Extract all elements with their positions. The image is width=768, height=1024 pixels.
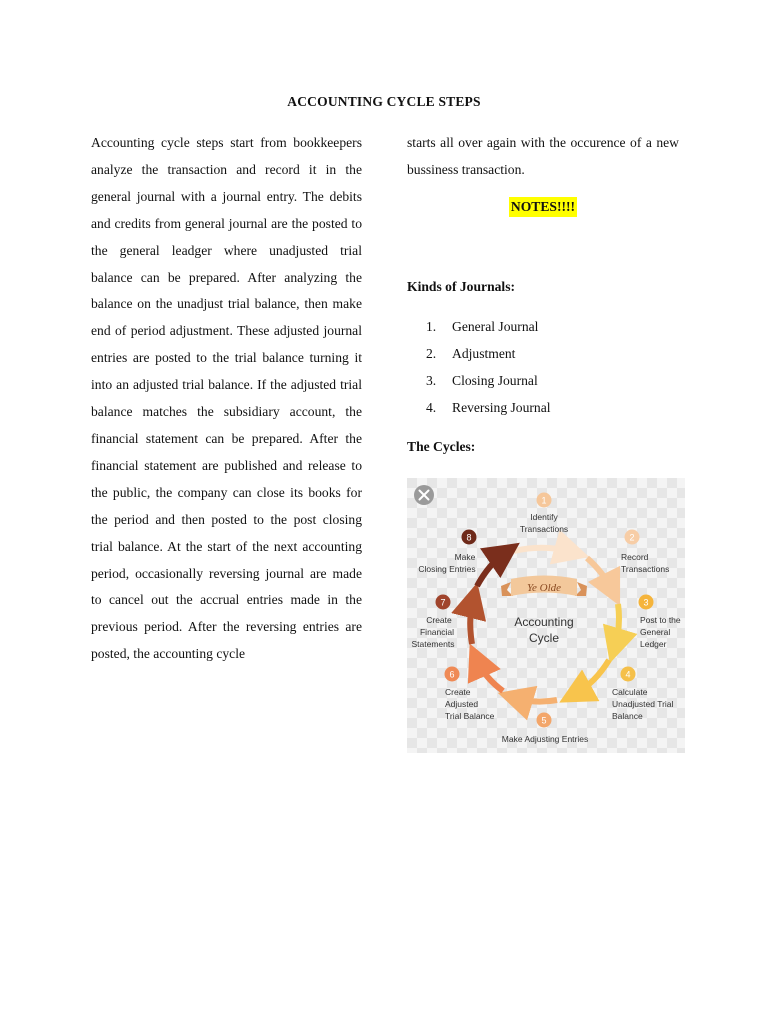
svg-text:Balance: Balance — [612, 711, 643, 721]
close-icon — [414, 485, 434, 505]
svg-text:2: 2 — [629, 532, 635, 543]
svg-text:Transactions: Transactions — [621, 564, 670, 574]
svg-text:6: 6 — [449, 669, 455, 680]
notes-highlight: NOTES!!!! — [509, 197, 577, 217]
list-item: 2. Adjustment — [426, 346, 516, 361]
svg-text:Make Adjusting Entries: Make Adjusting Entries — [501, 734, 589, 744]
svg-text:Create: Create — [426, 615, 452, 625]
cycle-arrow-7 — [470, 600, 473, 644]
ye-olde-banner — [501, 576, 587, 597]
the-cycles-heading: The Cycles: — [407, 439, 476, 454]
journal-list — [407, 313, 551, 421]
svg-text:Trial Balance: Trial Balance — [445, 711, 495, 721]
svg-text:Identify: Identify — [530, 512, 558, 522]
svg-text:Financial: Financial — [419, 627, 455, 637]
svg-text:Adjusted: Adjusted — [445, 699, 479, 709]
svg-text:3: 3 — [643, 597, 649, 608]
svg-text:4: 4 — [625, 669, 631, 680]
svg-text:Make: Make — [454, 552, 476, 562]
svg-text:Record: Record — [621, 552, 649, 562]
svg-text:Statements: Statements — [411, 639, 455, 649]
accounting-cycle-diagram — [407, 478, 685, 753]
list-item: 1. General Journal — [426, 319, 539, 334]
body-text-left: Accounting cycle steps start from bookkeepers analyze the transaction and record it in the general journal with a journal entry. The debits and credits from general journal are the posted to the general leadger where unadjusted trial balance can be prepared. After analyzing the balance on the unadjust trial balance, then make end of period adjustment. These adjusted journal entries are posted to the trial balance turning it into an adjusted trial balance. If the adjusted trial balance matches the subsidiary account, the financial statement can be prepared. After the financial statement are published and release to the public, the company can close its books for the period and then posted to the post closing trial balance. At the start of the next accounting period, occasionally reversing journal are made to cancel out the accrual entries made in the previous period. After the reversing entries are posted, the accounting cycle — [91, 135, 362, 662]
list-item: 4. Reversing Journal — [426, 400, 551, 415]
kinds-of-journals-heading: Kinds of Journals: — [407, 279, 516, 294]
svg-text:7: 7 — [440, 597, 446, 608]
accounting-cycle-svg — [407, 478, 685, 753]
svg-text:Calculate: Calculate — [612, 687, 648, 697]
svg-text:Post to the: Post to the — [640, 615, 681, 625]
svg-text:8: 8 — [466, 532, 472, 543]
svg-text:Ledger: Ledger — [640, 639, 667, 649]
svg-text:Closing Entries: Closing Entries — [418, 564, 476, 574]
notes-wrap — [407, 197, 679, 217]
list-item: 3. Closing Journal — [426, 373, 538, 388]
svg-text:1: 1 — [541, 495, 547, 506]
center-title-line2: Cycle — [528, 631, 560, 645]
center-title-line1: Accounting — [514, 615, 574, 629]
svg-text:Transactions: Transactions — [519, 524, 569, 534]
svg-text:5: 5 — [541, 715, 547, 726]
cycle-arrow-5 — [515, 698, 557, 702]
svg-text:General: General — [640, 627, 671, 637]
svg-text:Unadjusted Trial: Unadjusted Trial — [612, 699, 674, 709]
page-title: ACCOUNTING CYCLE STEPS — [287, 94, 481, 109]
svg-text:Create: Create — [445, 687, 471, 697]
body-text-right: starts all over again with the occurence of a new bussiness transaction. — [407, 135, 679, 177]
svg-text:Ye Olde: Ye Olde — [526, 582, 562, 594]
